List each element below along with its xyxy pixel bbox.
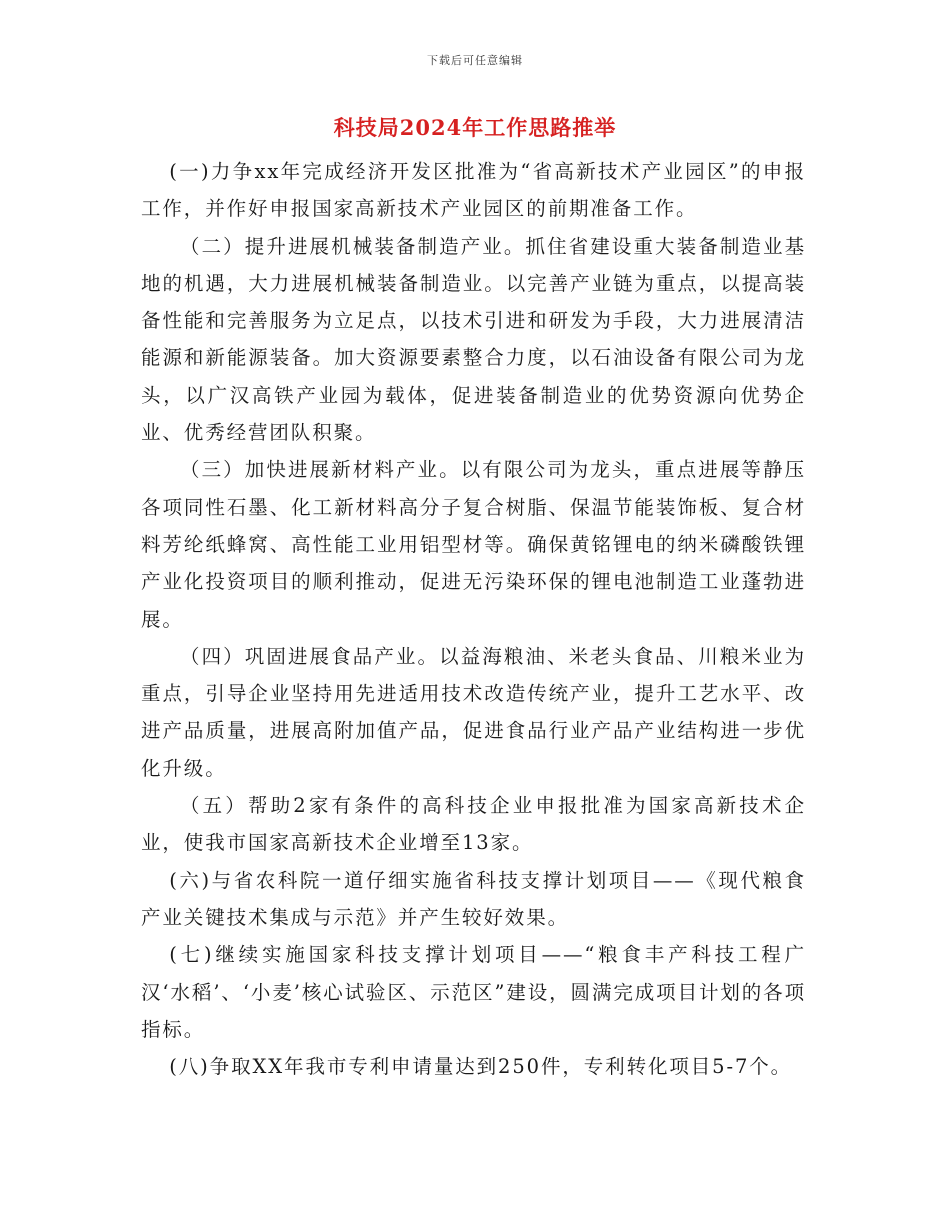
paragraph-6: (六)与省农科院一道仔细实施省科技支撑计划项目——《现代粮食产业关键技术集成与示范》并产生较好效果。 [141,868,806,929]
document-body [141,153,806,1085]
document-title: 科技局2024年工作思路推举 [333,115,617,140]
paragraph-7: (七)继续实施国家科技支撑计划项目——“粮食丰产科技工程广汉‘水稻’、‘小麦’核心试验区、示范区”建设，圆满完成项目计划的各项指标。 [141,943,806,1041]
paragraph-5: （五）帮助2家有条件的高科技企业申报批准为国家高新技术企业，使我市国家高新技术企业增至13家。 [141,794,806,855]
paragraph-2: （二）提升进展机械装备制造产业。抓住省建设重大装备制造业基地的机遇，大力进展机械装备制造业。以完善产业链为重点，以提高装备性能和完善服务为立足点，以技术引进和研发为手段，大力进展清洁能源和新能源装备。加大资源要素整合力度，以石油设备有限公司为龙头，以广汉高铁产业园为载体，促进装备制造业的优势资源向优势企业、优秀经营团队积聚。 [141,234,806,445]
page-header-note: 下载后可任意编辑 [427,54,523,67]
paragraph-8: (八)争取XX年我市专利申请量达到250件，专利转化项目5-7个。 [169,1055,793,1079]
paragraph-1: (一)力争xx年完成经济开发区批准为“省高新技术产业园区”的申报工作，并作好申报国家高新技术产业园区的前期准备工作。 [141,160,806,221]
paragraph-3: （三）加快进展新材料产业。以有限公司为龙头，重点进展等静压各项同性石墨、化工新材料高分子复合树脂、保温节能装饰板、复合材料芳纶纸蜂窝、高性能工业用铝型材等。确保黄铭锂电的纳米磷酸铁锂产业化投资项目的顺利推动，促进无污染环保的锂电池制造工业蓬勃进展。 [141,458,806,631]
paragraph-4: （四）巩固进展食品产业。以益海粮油、米老头食品、川粮米业为重点，引导企业坚持用先进适用技术改造传统产业，提升工艺水平、改进产品质量，进展高附加值产品，促进食品行业产品产业结构进一步优化升级。 [141,644,806,780]
